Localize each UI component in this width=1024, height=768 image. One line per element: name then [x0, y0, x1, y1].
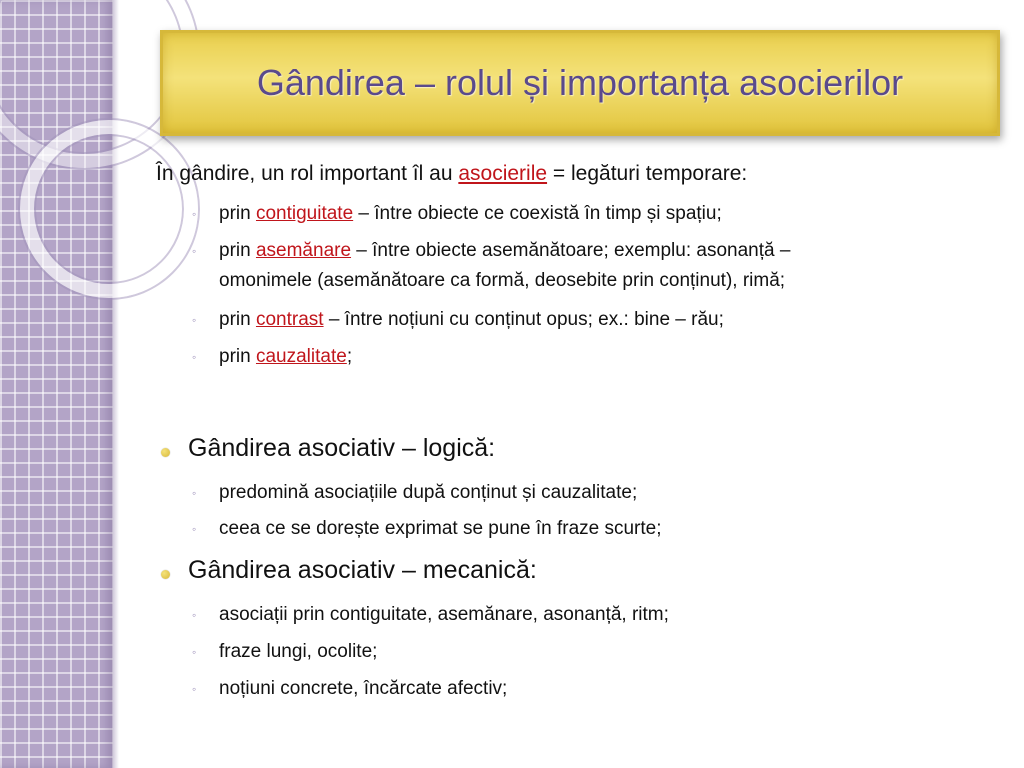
item-text: – între obiecte asemănătoare; exemplu: asonanță –	[351, 240, 791, 261]
highlight-term: cauzalitate	[255, 346, 347, 367]
intro-text: În gândire, un rol important îl au	[156, 162, 459, 185]
intro-line	[156, 162, 747, 186]
item-text: ;	[346, 346, 353, 367]
item-prefix: prin	[219, 203, 256, 224]
item-text: – între noțiuni cu conținut opus; ex.: bine – rău;	[323, 309, 724, 330]
sub-bullet-icon: ◦	[192, 313, 197, 327]
sub-bullet-icon: ◦	[192, 608, 197, 622]
list-item: noțiuni concrete, încărcate afectiv;	[219, 678, 508, 699]
highlight-term: asocierile	[458, 162, 548, 185]
list-item	[219, 240, 790, 262]
bullet-icon	[161, 448, 170, 457]
highlight-term: contiguitate	[255, 203, 354, 224]
sub-bullet-icon: ◦	[192, 682, 197, 696]
item-prefix: prin	[219, 346, 256, 367]
sub-bullet-icon: ◦	[192, 350, 197, 364]
list-item: ceea ce se dorește exprimat se pune în fraze scurte;	[219, 518, 662, 539]
title-banner	[160, 30, 1000, 136]
item-prefix: prin	[219, 240, 256, 261]
decorative-ring	[20, 120, 198, 298]
highlight-term: contrast	[255, 309, 324, 330]
section-heading: Gândirea asociativ – mecanică:	[188, 556, 537, 584]
highlight-term: asemănare	[255, 240, 352, 261]
sub-bullet-icon: ◦	[192, 522, 197, 536]
list-item	[219, 203, 722, 225]
item-prefix: prin	[219, 309, 256, 330]
list-item-continuation: omonimele (asemănătoare ca formă, deosebite prin conținut), rimă;	[219, 270, 786, 291]
list-item: fraze lungi, ocolite;	[219, 641, 378, 662]
sub-bullet-icon: ◦	[192, 645, 197, 659]
list-item	[219, 309, 724, 331]
sub-bullet-icon: ◦	[192, 207, 197, 221]
section-heading: Gândirea asociativ – logică:	[188, 434, 496, 462]
list-item: predomină asociațiile după conținut și cauzalitate;	[219, 482, 638, 503]
bullet-icon	[161, 570, 170, 579]
slide-title: Gândirea – rolul și importanța asocierilor	[256, 62, 904, 103]
item-text: – între obiecte ce coexistă în timp și spațiu;	[353, 203, 722, 224]
intro-text-end: = legături temporare:	[547, 162, 748, 185]
list-item: asociații prin contiguitate, asemănare, asonanță, ritm;	[219, 604, 669, 625]
sub-bullet-icon: ◦	[192, 244, 197, 258]
list-item	[219, 346, 352, 368]
sub-bullet-icon: ◦	[192, 486, 197, 500]
